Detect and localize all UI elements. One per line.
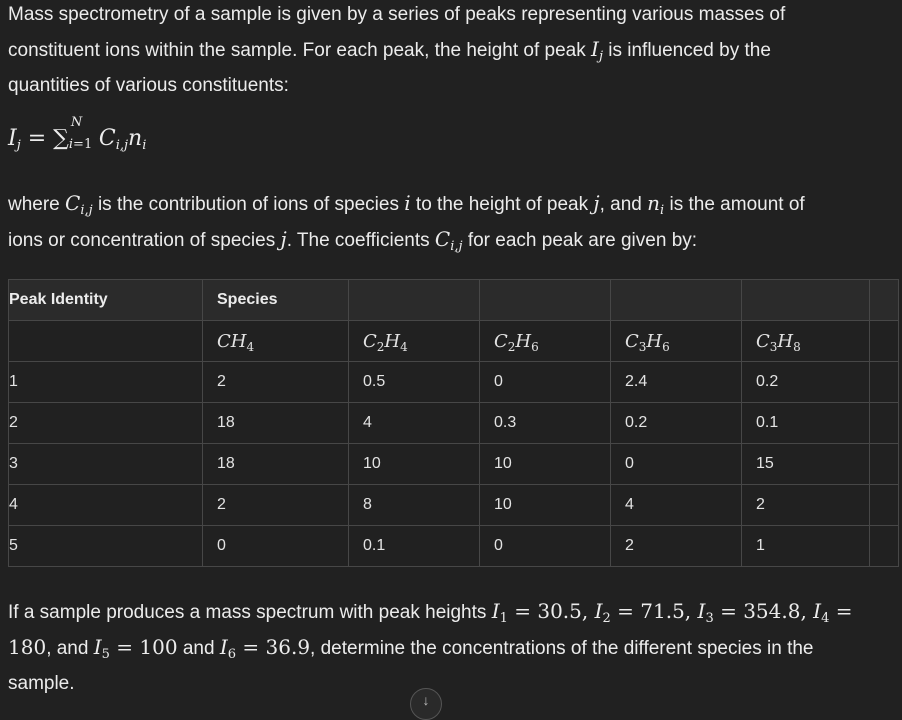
table-cell: 0.1 xyxy=(742,403,870,444)
species-c2h4: $C_2H_4$ xyxy=(349,321,480,362)
table-cell: 18 xyxy=(203,403,349,444)
peak-id: 2 xyxy=(9,403,203,444)
table-cell: 0.2 xyxy=(742,362,870,403)
table-cell: 18 xyxy=(203,444,349,485)
header-peak-identity: Peak Identity xyxy=(9,280,203,321)
species-c3h6: $C_3H_6$ xyxy=(611,321,742,362)
table-cell: 0.1 xyxy=(349,526,480,567)
peak-id: 4 xyxy=(9,485,203,526)
table-cell: 0.5 xyxy=(349,362,480,403)
table-cell: 15 xyxy=(742,444,870,485)
question-paragraph: If a sample produces a mass spectrum with peak heights $I_1 = 30.5$, $I_2 = 71.5$, $I_3 = 354.8$, $I_4$ = 180, and $I_5 = 100$ and $I_6 = 36.9$, determine the concentrations of the different species in the sample. xyxy=(8,599,853,694)
intro-line-2b: is influenced by the xyxy=(602,40,771,61)
intro-paragraph xyxy=(8,0,892,103)
table-row xyxy=(9,485,899,526)
sum-formula: $I_j$ = ∑ N i=1 $C_{i,j}n_i$ xyxy=(8,115,147,153)
table-cell: 2 xyxy=(203,362,349,403)
intro-line-2a: constituent ions within the sample. For each peak, the height of peak xyxy=(8,40,592,61)
table-row xyxy=(9,444,899,485)
math-ij: $I_j$ xyxy=(591,37,603,64)
table-cell: 8 xyxy=(349,485,480,526)
table-cell: 0.2 xyxy=(611,403,742,444)
species-c2h6: $C_2H_6$ xyxy=(480,321,611,362)
table-cell: 4 xyxy=(349,403,480,444)
table-cell: 10 xyxy=(480,485,611,526)
table-species-row xyxy=(9,321,899,362)
table-cell: 2 xyxy=(203,485,349,526)
header-species: Species xyxy=(203,280,349,321)
math-cij-2: $C_{i,j}$ xyxy=(434,227,463,254)
table-cell: 10 xyxy=(480,444,611,485)
peak-id: 3 xyxy=(9,444,203,485)
intro-line-3: quantities of various constituents: xyxy=(8,75,289,96)
table-cell: 0 xyxy=(480,362,611,403)
table-cell: 0.3 xyxy=(480,403,611,444)
table-row xyxy=(9,403,899,444)
species-c3h8: $C_3H_8$ xyxy=(742,321,870,362)
table-cell: 2.4 xyxy=(611,362,742,403)
coefficients-table-wrapper xyxy=(8,279,898,567)
coefficients-table xyxy=(8,279,899,567)
table-cell: 2 xyxy=(611,526,742,567)
table-cell: 0 xyxy=(203,526,349,567)
peak-id: 1 xyxy=(9,362,203,403)
table-header-row xyxy=(9,280,899,321)
peak-id: 5 xyxy=(9,526,203,567)
intro-line-1: Mass spectrometry of a sample is given by a series of peaks representing various masses of xyxy=(8,4,786,25)
scroll-down-icon[interactable]: ↓ xyxy=(410,688,442,720)
table-row xyxy=(9,362,899,403)
table-row xyxy=(9,526,899,567)
table-cell: 4 xyxy=(611,485,742,526)
table-cell: 0 xyxy=(611,444,742,485)
math-cij: $C_{i,j}$ xyxy=(65,191,93,218)
table-cell: 10 xyxy=(349,444,480,485)
table-cell: 0 xyxy=(480,526,611,567)
species-ch4: $CH_4$ xyxy=(203,321,349,362)
table-cell: 1 xyxy=(742,526,870,567)
table-cell: 2 xyxy=(742,485,870,526)
where-paragraph: where $C_{i,j}$ is the contribution of ions of species i to the height of peak j, and $n_i$ is the amount of ions or concentration of species j. The coefficients $C_{i,j}$ for each peak are given by: xyxy=(8,191,805,254)
math-ni: $n_i$ xyxy=(647,191,665,218)
